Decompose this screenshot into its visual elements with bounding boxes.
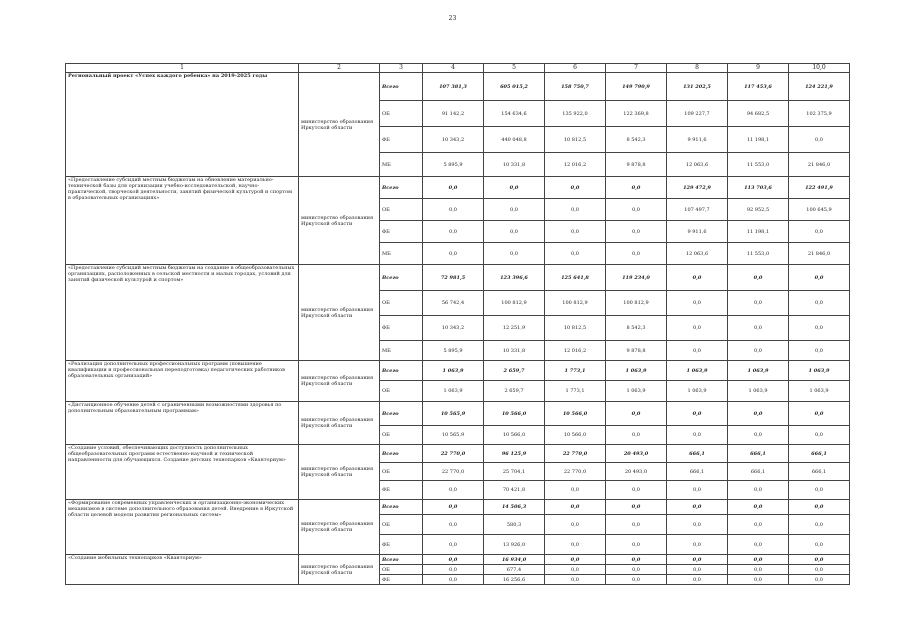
amount-cell: 0,0 [423, 535, 484, 555]
funding-source-cell: ФБ [380, 481, 423, 500]
amount-cell: 100 812,9 [484, 291, 545, 316]
amount-cell: 21 846,0 [789, 153, 850, 177]
table-row [66, 402, 850, 426]
amount-cell: 2 659,7 [484, 361, 545, 381]
amount-cell: 10 331,8 [484, 341, 545, 361]
amount-cell: 0,0 [667, 535, 728, 555]
program-name-cell: Региональный проект «Успех каждого ребенка» на 2019-2025 годы [66, 73, 299, 177]
program-name-cell: «Дистанционное обучение детей с ограниченными возможностями здоровья по дополнительным образовательным программам» [66, 402, 299, 445]
amount-cell: 20 493,0 [606, 463, 667, 481]
amount-cell: 0,0 [484, 199, 545, 221]
amount-cell: 11 198,1 [728, 127, 789, 153]
amount-cell: 8 542,3 [606, 127, 667, 153]
amount-cell: 100 812,9 [545, 291, 606, 316]
amount-cell: 677,4 [484, 565, 545, 575]
amount-cell: 0,0 [667, 341, 728, 361]
amount-cell: 0,0 [606, 402, 667, 426]
amount-cell: 1 773,1 [545, 381, 606, 402]
funding-source-cell: ОБ [380, 199, 423, 221]
amount-cell: 0,0 [606, 500, 667, 515]
amount-cell: 0,0 [423, 243, 484, 265]
amount-cell: 22 770,0 [423, 445, 484, 463]
amount-cell: 131 202,5 [667, 73, 728, 101]
header-cell: 4 [423, 64, 484, 73]
funding-source-cell: Всего [380, 500, 423, 515]
amount-cell: 158 750,7 [545, 73, 606, 101]
amount-cell: 12 063,6 [667, 153, 728, 177]
budget-table [65, 63, 850, 585]
header-cell: 10,0 [789, 64, 850, 73]
funding-source-cell: ФБ [380, 316, 423, 341]
funding-source-cell: МБ [380, 341, 423, 361]
program-name-cell: «Предоставление субсидий местным бюджетам на создание в общеобразовательных организациях, расположенных в сельской местности и малых городах, условий для занятий физической культурой и спортом» [66, 265, 299, 361]
amount-cell: 107 381,3 [423, 73, 484, 101]
amount-cell: 0,0 [606, 221, 667, 243]
table-row [66, 555, 850, 565]
amount-cell: 580,3 [484, 515, 545, 535]
amount-cell: 12 016,2 [545, 341, 606, 361]
amount-cell: 0,0 [545, 243, 606, 265]
funding-source-cell: Всего [380, 445, 423, 463]
amount-cell: 0,0 [667, 402, 728, 426]
amount-cell: 0,0 [423, 515, 484, 535]
amount-cell: 94 682,5 [728, 101, 789, 127]
funding-source-cell: ФБ [380, 575, 423, 585]
amount-cell: 9 911,6 [667, 221, 728, 243]
amount-cell: 0,0 [667, 426, 728, 445]
amount-cell: 0,0 [728, 515, 789, 535]
amount-cell: 100 645,9 [789, 199, 850, 221]
table-row [66, 265, 850, 291]
amount-cell: 0,0 [728, 402, 789, 426]
funding-source-cell: ОБ [380, 515, 423, 535]
amount-cell: 0,0 [728, 265, 789, 291]
amount-cell: 109 227,7 [667, 101, 728, 127]
amount-cell: 0,0 [789, 402, 850, 426]
amount-cell: 0,0 [789, 565, 850, 575]
amount-cell: 1 063,9 [789, 381, 850, 402]
funding-source-cell: ОБ [380, 101, 423, 127]
table-row [66, 500, 850, 515]
header-cell: 6 [545, 64, 606, 73]
funding-source-cell: ОБ [380, 381, 423, 402]
amount-cell: 440 048,8 [484, 127, 545, 153]
amount-cell: 1 063,9 [606, 361, 667, 381]
amount-cell: 0,0 [789, 341, 850, 361]
executor-cell: министерство образования Иркутской области [299, 402, 380, 445]
funding-source-cell: ОБ [380, 426, 423, 445]
amount-cell: 11 198,1 [728, 221, 789, 243]
funding-source-cell: ОБ [380, 463, 423, 481]
amount-cell: 605 015,2 [484, 73, 545, 101]
amount-cell: 123 396,6 [484, 265, 545, 291]
amount-cell: 22 770,0 [545, 445, 606, 463]
amount-cell: 10 343,2 [423, 316, 484, 341]
header-cell: 3 [380, 64, 423, 73]
amount-cell: 0,0 [423, 500, 484, 515]
amount-cell: 0,0 [606, 243, 667, 265]
amount-cell: 0,0 [667, 316, 728, 341]
funding-source-cell: ФБ [380, 127, 423, 153]
amount-cell: 0,0 [728, 575, 789, 585]
amount-cell: 0,0 [484, 243, 545, 265]
header-cell: 7 [606, 64, 667, 73]
header-cell: 8 [667, 64, 728, 73]
amount-cell: 0,0 [606, 426, 667, 445]
header-cell: 9 [728, 64, 789, 73]
funding-source-cell: МБ [380, 153, 423, 177]
amount-cell: 1 063,9 [667, 381, 728, 402]
amount-cell: 0,0 [545, 575, 606, 585]
amount-cell: 0,0 [545, 555, 606, 565]
amount-cell: 11 553,0 [728, 243, 789, 265]
amount-cell: 119 234,0 [606, 265, 667, 291]
amount-cell: 122 369,8 [606, 101, 667, 127]
executor-cell: министерство образования Иркутской области [299, 445, 380, 500]
executor-cell: министерство образования Иркутской области [299, 177, 380, 265]
amount-cell: 0,0 [789, 265, 850, 291]
executor-cell: министерство образования Иркутской области [299, 73, 380, 177]
amount-cell: 0,0 [789, 555, 850, 565]
amount-cell: 13 926,0 [484, 535, 545, 555]
amount-cell: 0,0 [728, 481, 789, 500]
amount-cell: 20 493,0 [606, 445, 667, 463]
amount-cell: 1 063,9 [789, 361, 850, 381]
amount-cell: 154 634,6 [484, 101, 545, 127]
amount-cell: 5 895,9 [423, 341, 484, 361]
amount-cell: 113 703,6 [728, 177, 789, 199]
amount-cell: 149 790,9 [606, 73, 667, 101]
funding-source-cell: ФБ [380, 221, 423, 243]
amount-cell: 0,0 [667, 575, 728, 585]
amount-cell: 0,0 [667, 265, 728, 291]
executor-cell: министерство образования Иркутской области [299, 361, 380, 402]
funding-source-cell: Всего [380, 177, 423, 199]
table-row [66, 73, 850, 101]
table-row [66, 445, 850, 463]
amount-cell: 666,1 [728, 463, 789, 481]
amount-cell: 0,0 [789, 316, 850, 341]
amount-cell: 92 952,5 [728, 199, 789, 221]
amount-cell: 22 770,0 [423, 463, 484, 481]
amount-cell: 10 566,0 [484, 402, 545, 426]
funding-source-cell: Всего [380, 402, 423, 426]
amount-cell: 11 553,0 [728, 153, 789, 177]
funding-source-cell: Всего [380, 265, 423, 291]
amount-cell: 122 491,9 [789, 177, 850, 199]
amount-cell: 0,0 [728, 291, 789, 316]
amount-cell: 14 506,3 [484, 500, 545, 515]
amount-cell: 0,0 [484, 177, 545, 199]
amount-cell: 666,1 [728, 445, 789, 463]
amount-cell: 0,0 [606, 555, 667, 565]
amount-cell: 0,0 [667, 291, 728, 316]
amount-cell: 0,0 [545, 177, 606, 199]
amount-cell: 1 063,9 [606, 381, 667, 402]
amount-cell: 0,0 [789, 481, 850, 500]
amount-cell: 0,0 [789, 575, 850, 585]
amount-cell: 0,0 [789, 500, 850, 515]
executor-cell: министерство образования Иркутской области [299, 555, 380, 585]
funding-source-cell: Всего [380, 555, 423, 565]
amount-cell: 0,0 [545, 500, 606, 515]
amount-cell: 0,0 [728, 341, 789, 361]
amount-cell: 12 251,9 [484, 316, 545, 341]
amount-cell: 0,0 [606, 481, 667, 500]
amount-cell: 12 016,2 [545, 153, 606, 177]
program-name-cell: «Формирование современных управленческих и организационно-экономических механизмов в системе дополнительного образования детей. Внедрение в Иркутской области целевой модели развития региональных систем» [66, 500, 299, 555]
amount-cell: 0,0 [545, 535, 606, 555]
amount-cell: 16 256,6 [484, 575, 545, 585]
amount-cell: 100 812,9 [606, 291, 667, 316]
amount-cell: 9 878,8 [606, 341, 667, 361]
funding-source-cell: ФБ [380, 535, 423, 555]
table-row [66, 177, 850, 199]
amount-cell: 10 566,0 [484, 426, 545, 445]
amount-cell: 0,0 [423, 177, 484, 199]
amount-cell: 10 343,2 [423, 127, 484, 153]
amount-cell: 0,0 [789, 221, 850, 243]
funding-source-cell: МБ [380, 243, 423, 265]
program-name-cell: «Создание условий, обеспечивающих доступность дополнительных общеобразовательных программ естественно-научной и технической направленности для обучающихся. Создание детских технопарков «Кванториум» [66, 445, 299, 500]
amount-cell: 0,0 [789, 291, 850, 316]
amount-cell: 10 812,5 [545, 127, 606, 153]
amount-cell: 10 812,5 [545, 316, 606, 341]
amount-cell: 0,0 [423, 481, 484, 500]
header-cell: 2 [299, 64, 380, 73]
amount-cell: 0,0 [606, 535, 667, 555]
amount-cell: 0,0 [728, 426, 789, 445]
amount-cell: 0,0 [423, 575, 484, 585]
program-name-cell: «Создание мобильных технопарков «Кванториум» [66, 555, 299, 585]
amount-cell: 135 922,0 [545, 101, 606, 127]
amount-cell: 56 742,4 [423, 291, 484, 316]
header-cell: 1 [66, 64, 299, 73]
amount-cell: 70 421,8 [484, 481, 545, 500]
executor-cell: министерство образования Иркутской области [299, 265, 380, 361]
amount-cell: 25 704,1 [484, 463, 545, 481]
amount-cell: 0,0 [545, 199, 606, 221]
amount-cell: 1 063,9 [728, 361, 789, 381]
funding-source-cell: Всего [380, 361, 423, 381]
amount-cell: 1 063,9 [667, 361, 728, 381]
program-name-cell: «Реализация дополнительных профессиональных программ (повышение квалификации и профессиональная переподготовка) педагогических работников образовательных организаций» [66, 361, 299, 402]
amount-cell: 666,1 [789, 463, 850, 481]
amount-cell: 666,1 [667, 463, 728, 481]
funding-source-cell: Всего [380, 73, 423, 101]
amount-cell: 0,0 [728, 565, 789, 575]
amount-cell: 0,0 [789, 127, 850, 153]
funding-source-cell: ОБ [380, 565, 423, 575]
amount-cell: 0,0 [606, 199, 667, 221]
amount-cell: 0,0 [606, 515, 667, 535]
amount-cell: 5 895,9 [423, 153, 484, 177]
amount-cell: 10 331,8 [484, 153, 545, 177]
amount-cell: 9 878,8 [606, 153, 667, 177]
amount-cell: 1 063,9 [423, 381, 484, 402]
amount-cell: 0,0 [545, 221, 606, 243]
page-number: 23 [448, 15, 457, 22]
amount-cell: 125 641,8 [545, 265, 606, 291]
amount-cell: 10 566,0 [545, 402, 606, 426]
amount-cell: 10 565,9 [423, 402, 484, 426]
amount-cell: 124 221,9 [789, 73, 850, 101]
amount-cell: 1 063,9 [423, 361, 484, 381]
amount-cell: 0,0 [789, 515, 850, 535]
funding-source-cell: ОБ [380, 291, 423, 316]
amount-cell: 102 375,9 [789, 101, 850, 127]
header-cell: 5 [484, 64, 545, 73]
amount-cell: 1 063,9 [728, 381, 789, 402]
table-header-row [66, 64, 850, 73]
amount-cell: 0,0 [728, 535, 789, 555]
amount-cell: 0,0 [423, 565, 484, 575]
amount-cell: 0,0 [484, 221, 545, 243]
amount-cell: 16 934,0 [484, 555, 545, 565]
amount-cell: 8 542,3 [606, 316, 667, 341]
amount-cell: 107 497,7 [667, 199, 728, 221]
amount-cell: 129 472,9 [667, 177, 728, 199]
amount-cell: 0,0 [789, 426, 850, 445]
amount-cell: 0,0 [728, 555, 789, 565]
amount-cell: 0,0 [667, 555, 728, 565]
program-name-cell: «Предоставление субсидий местным бюджетам на обновление материально-технической базы для организации учебно-исследовательской, научно-практической, творческой деятельности, занятий физической культурой и спортом в образовательных организациях» [66, 177, 299, 265]
amount-cell: 10 566,0 [545, 426, 606, 445]
amount-cell: 21 846,0 [789, 243, 850, 265]
amount-cell: 0,0 [667, 515, 728, 535]
amount-cell: 10 565,9 [423, 426, 484, 445]
amount-cell: 2 659,7 [484, 381, 545, 402]
table-row [66, 361, 850, 381]
amount-cell: 22 770,0 [545, 463, 606, 481]
amount-cell: 0,0 [728, 316, 789, 341]
amount-cell: 0,0 [606, 575, 667, 585]
amount-cell: 9 911,6 [667, 127, 728, 153]
amount-cell: 0,0 [545, 565, 606, 575]
amount-cell: 0,0 [667, 481, 728, 500]
amount-cell: 0,0 [423, 555, 484, 565]
amount-cell: 96 125,9 [484, 445, 545, 463]
amount-cell: 0,0 [667, 500, 728, 515]
amount-cell: 0,0 [606, 565, 667, 575]
amount-cell: 666,1 [667, 445, 728, 463]
amount-cell: 0,0 [545, 515, 606, 535]
amount-cell: 0,0 [667, 565, 728, 575]
amount-cell: 0,0 [728, 500, 789, 515]
amount-cell: 72 981,5 [423, 265, 484, 291]
amount-cell: 0,0 [606, 177, 667, 199]
amount-cell: 0,0 [789, 535, 850, 555]
executor-cell: министерство образования Иркутской области [299, 500, 380, 555]
amount-cell: 0,0 [423, 199, 484, 221]
amount-cell: 117 453,6 [728, 73, 789, 101]
amount-cell: 12 063,6 [667, 243, 728, 265]
amount-cell: 0,0 [423, 221, 484, 243]
amount-cell: 666,1 [789, 445, 850, 463]
amount-cell: 91 142,2 [423, 101, 484, 127]
amount-cell: 0,0 [545, 481, 606, 500]
amount-cell: 1 773,1 [545, 361, 606, 381]
